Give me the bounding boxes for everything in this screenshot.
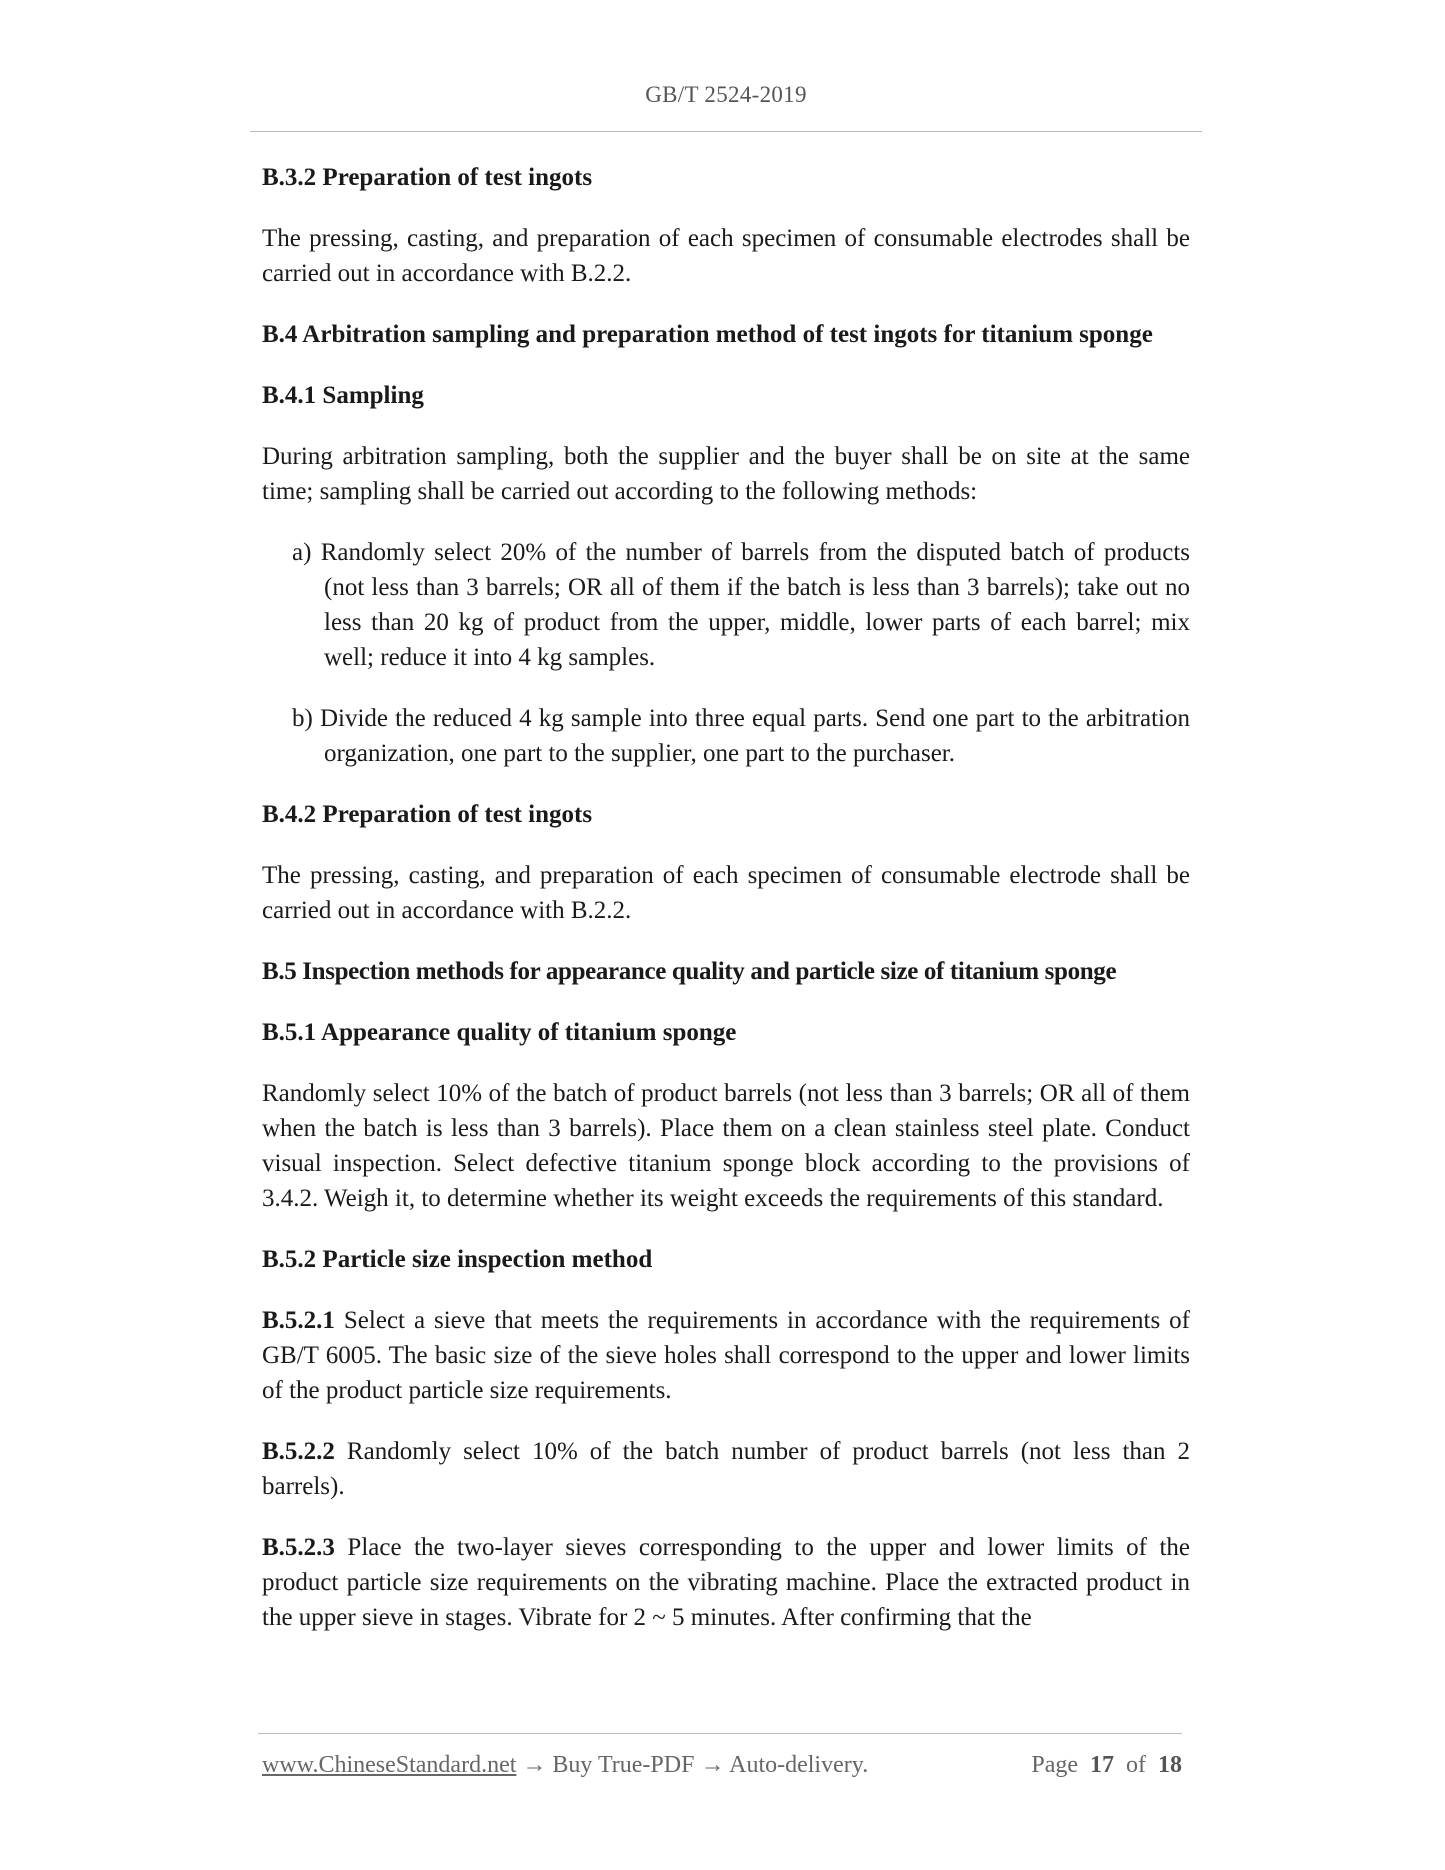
paragraph-b5-2-1	[262, 1303, 1190, 1408]
page-current: 17	[1090, 1752, 1114, 1778]
heading-b4: B.4 Arbitration sampling and preparation method of test ingots for titanium sponge	[262, 321, 1153, 348]
page-header: GB/T 2524-2019	[645, 82, 807, 107]
heading-b3-2: B.3.2 Preparation of test ingots	[262, 164, 593, 191]
paragraph-b5-2-2	[262, 1434, 1190, 1504]
website-link[interactable]: www.ChineseStandard.net	[262, 1752, 517, 1778]
paragraph-b3-2: The pressing, casting, and preparation of each specimen of consumable electrodes shall be carried out in accordance with B.2.2.	[262, 225, 1190, 287]
page-word: Page	[1031, 1752, 1078, 1778]
heading-b5: B.5 Inspection methods for appearance quality and particle size of titanium sponge	[262, 958, 1117, 985]
clause-text: Randomly select 10% of the batch number of product barrels (not less than 2 barrels).	[262, 1438, 1190, 1500]
clause-text: Select a sieve that meets the requirements in accordance with the requirements of GB/T 6005. The basic size of the sieve holes shall correspond to the upper and lower limits of the product particle size requirements.	[262, 1307, 1190, 1404]
paragraph-b5-1: Randomly select 10% of the batch of product barrels (not less than 3 barrels; OR all of them when the batch is less than 3 barrels). Place them on a clean stainless steel plate. Conduct visual inspection. Select defective titanium sponge block according to the provisions of 3.4.2. Weigh it, to determine whether its weight exceeds the requirements of this standard.	[262, 1080, 1190, 1212]
document-body	[262, 160, 1190, 1635]
paragraph-b4-2: The pressing, casting, and preparation of each specimen of consumable electrode shall be carried out in accordance with B.2.2.	[262, 862, 1190, 924]
footer-tagline: → Buy True-PDF → Auto-delivery.	[516, 1752, 869, 1778]
clause-text: Place the two-layer sieves corresponding to the upper and lower limits of the product particle size requirements on the vibrating machine. Place the extracted product in the upper sieve in stages. Vibrate for 2 ~ 5 minutes. After confirming that the	[262, 1534, 1190, 1631]
page-number	[1031, 1752, 1182, 1779]
of-word: of	[1126, 1752, 1146, 1778]
clause-label: B.5.2.2	[262, 1438, 335, 1465]
header-rule	[250, 131, 1202, 132]
heading-b5-2: B.5.2 Particle size inspection method	[262, 1246, 653, 1273]
page-total: 18	[1158, 1752, 1182, 1778]
heading-b4-1: B.4.1 Sampling	[262, 382, 424, 409]
heading-b5-1: B.5.1 Appearance quality of titanium sponge	[262, 1019, 737, 1046]
clause-label: B.5.2.3	[262, 1534, 335, 1561]
list-item-a: a) Randomly select 20% of the number of barrels from the disputed batch of products (not less than 3 barrels; OR all of them if the batch is less than 3 barrels); take out no less than 20 kg of product from the upper, middle, lower parts of each barrel; mix well; reduce it into 4 kg samples.	[292, 539, 1190, 671]
heading-b4-2: B.4.2 Preparation of test ingots	[262, 801, 593, 828]
paragraph-b4-1: During arbitration sampling, both the supplier and the buyer shall be on site at the same time; sampling shall be carried out according to the following methods:	[262, 443, 1190, 505]
page-footer	[262, 1752, 1182, 1779]
clause-label: B.5.2.1	[262, 1307, 335, 1334]
list-item-b: b) Divide the reduced 4 kg sample into three equal parts. Send one part to the arbitration organization, one part to the supplier, one part to the purchaser.	[292, 705, 1190, 767]
footer-left	[262, 1752, 868, 1779]
paragraph-b5-2-3	[262, 1530, 1190, 1635]
footer-rule	[258, 1733, 1182, 1734]
